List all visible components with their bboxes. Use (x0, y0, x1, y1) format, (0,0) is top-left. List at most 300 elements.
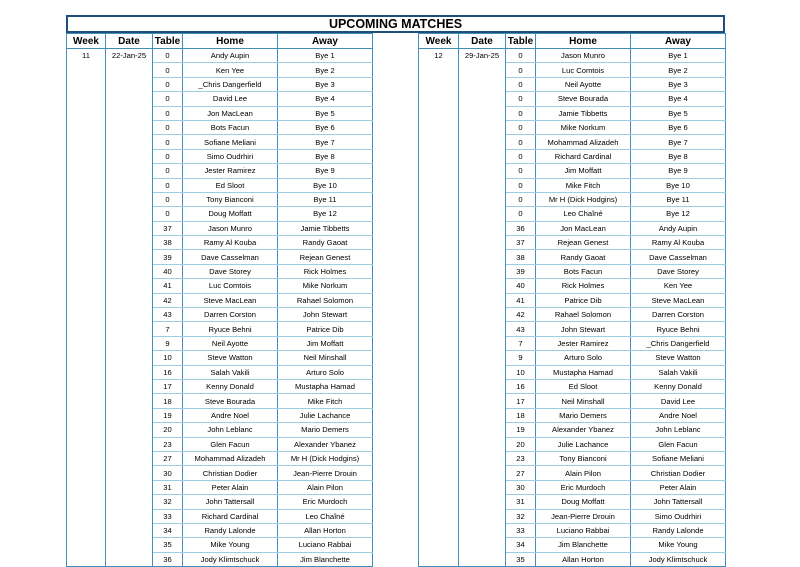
table-row (419, 92, 726, 106)
date-cell (106, 509, 153, 523)
header-row (419, 34, 726, 49)
date-cell (459, 495, 506, 509)
week-cell (67, 336, 106, 350)
table-row (67, 509, 373, 523)
date-cell (106, 92, 153, 106)
away-cell: John Stewart (278, 308, 373, 322)
date-cell (459, 451, 506, 465)
week-cell (419, 77, 459, 91)
date-cell (106, 523, 153, 537)
col-header-week: Week (67, 34, 106, 49)
table-number-cell: 0 (506, 120, 536, 134)
week-cell (67, 365, 106, 379)
away-cell: Bye 8 (631, 149, 726, 163)
away-cell: Ryuce Behni (631, 322, 726, 336)
date-cell: 29-Jan-25 (459, 49, 506, 63)
away-cell: John Tattersall (631, 495, 726, 509)
week-cell (419, 423, 459, 437)
col-header-date: Date (106, 34, 153, 49)
away-cell: Bye 5 (631, 106, 726, 120)
away-cell: Sofiane Meliani (631, 451, 726, 465)
date-cell (106, 192, 153, 206)
date-cell (459, 264, 506, 278)
table-number-cell: 18 (506, 408, 536, 422)
away-cell: Mike Norkum (278, 279, 373, 293)
week-cell (67, 322, 106, 336)
table-number-cell: 31 (506, 495, 536, 509)
away-cell: Mustapha Hamad (278, 379, 373, 393)
table-number-cell: 37 (153, 221, 183, 235)
week-cell (419, 480, 459, 494)
table-number-cell: 0 (506, 77, 536, 91)
week-cell (67, 192, 106, 206)
away-cell: Peter Alain (631, 480, 726, 494)
date-cell (106, 279, 153, 293)
table-number-cell: 41 (506, 293, 536, 307)
week-cell (67, 552, 106, 566)
away-cell: Salah Vakili (631, 365, 726, 379)
date-cell (106, 451, 153, 465)
table-row (419, 408, 726, 422)
home-cell: Mike Young (183, 538, 278, 552)
date-cell (106, 336, 153, 350)
away-cell: Bye 9 (278, 164, 373, 178)
week-cell (419, 164, 459, 178)
away-cell: Steve MacLean (631, 293, 726, 307)
date-cell (459, 77, 506, 91)
week-cell (67, 423, 106, 437)
table-number-cell: 40 (153, 264, 183, 278)
home-cell: Dave Storey (183, 264, 278, 278)
date-cell (459, 279, 506, 293)
away-cell: Bye 12 (631, 207, 726, 221)
table-row (419, 365, 726, 379)
table-row (419, 509, 726, 523)
date-cell (106, 207, 153, 221)
home-cell: Mohammad Alizadeh (536, 135, 631, 149)
week-cell (67, 293, 106, 307)
home-cell: Ed Sloot (183, 178, 278, 192)
week-cell (419, 106, 459, 120)
away-cell: Alexander Ybanez (278, 437, 373, 451)
away-cell: Leo Chaîné (278, 509, 373, 523)
table-row (67, 293, 373, 307)
away-cell: Rejean Genest (278, 250, 373, 264)
table-number-cell: 19 (153, 408, 183, 422)
away-cell: Andre Noel (631, 408, 726, 422)
away-cell: Christian Dodier (631, 466, 726, 480)
date-cell (106, 437, 153, 451)
away-cell: Julie Lachance (278, 408, 373, 422)
table-number-cell: 30 (506, 480, 536, 494)
table-row (67, 523, 373, 537)
table-row (67, 379, 373, 393)
table-row (419, 466, 726, 480)
table-row (67, 250, 373, 264)
week-cell (419, 92, 459, 106)
away-cell: Mario Demers (278, 423, 373, 437)
table-number-cell: 0 (153, 120, 183, 134)
home-cell: Luciano Rabbai (536, 523, 631, 537)
away-cell: Alain Pilon (278, 480, 373, 494)
table-row (419, 336, 726, 350)
week-cell (419, 236, 459, 250)
table-number-cell: 0 (153, 49, 183, 63)
home-cell: Richard Cardinal (183, 509, 278, 523)
week-cell (67, 351, 106, 365)
home-cell: Dave Casselman (183, 250, 278, 264)
week-cell (419, 451, 459, 465)
table-number-cell: 42 (506, 308, 536, 322)
away-cell: John Leblanc (631, 423, 726, 437)
week-cell (419, 336, 459, 350)
table-number-cell: 37 (506, 236, 536, 250)
table-number-cell: 39 (153, 250, 183, 264)
table-row (67, 480, 373, 494)
date-cell (459, 178, 506, 192)
week-cell (67, 379, 106, 393)
away-cell: Jamie Tibbetts (278, 221, 373, 235)
home-cell: Mike Fitch (536, 178, 631, 192)
week-cell (419, 264, 459, 278)
table-number-cell: 40 (506, 279, 536, 293)
table-number-cell: 16 (153, 365, 183, 379)
date-cell (459, 135, 506, 149)
week-cell (419, 394, 459, 408)
date-cell (459, 480, 506, 494)
table-number-cell: 0 (506, 149, 536, 163)
date-cell (106, 120, 153, 134)
table-row (419, 437, 726, 451)
home-cell: Jason Munro (536, 49, 631, 63)
home-cell: Steve Watton (183, 351, 278, 365)
home-cell: Jester Ramirez (183, 164, 278, 178)
date-cell (106, 293, 153, 307)
table-number-cell: 0 (506, 164, 536, 178)
table-row (67, 207, 373, 221)
table-number-cell: 0 (506, 63, 536, 77)
away-cell: Mike Fitch (278, 394, 373, 408)
date-cell (459, 106, 506, 120)
home-cell: Jon MacLean (536, 221, 631, 235)
home-cell: Jamie Tibbetts (536, 106, 631, 120)
table-row (67, 466, 373, 480)
table-number-cell: 0 (153, 192, 183, 206)
home-cell: Neil Ayotte (183, 336, 278, 350)
home-cell: Julie Lachance (536, 437, 631, 451)
date-cell (106, 221, 153, 235)
away-cell: Bye 6 (278, 120, 373, 134)
table-row (419, 423, 726, 437)
col-header-away: Away (278, 34, 373, 49)
table-number-cell: 41 (153, 279, 183, 293)
away-cell: _Chris Dangerfield (631, 336, 726, 350)
date-cell (106, 149, 153, 163)
week-cell (419, 379, 459, 393)
home-cell: Steve MacLean (183, 293, 278, 307)
date-cell (459, 509, 506, 523)
away-cell: Bye 3 (631, 77, 726, 91)
week-cell (419, 408, 459, 422)
table-row (419, 351, 726, 365)
header-row (67, 34, 373, 49)
table-row (419, 293, 726, 307)
away-cell: Patrice Dib (278, 322, 373, 336)
table-row (419, 279, 726, 293)
away-cell: Bye 11 (278, 192, 373, 206)
away-cell: Jim Blanchette (278, 552, 373, 566)
date-cell (459, 92, 506, 106)
away-cell: Bye 8 (278, 149, 373, 163)
home-cell: Tony Bianconi (536, 451, 631, 465)
week-cell (419, 192, 459, 206)
week-cell (419, 495, 459, 509)
table-number-cell: 36 (506, 221, 536, 235)
away-cell: Bye 2 (278, 63, 373, 77)
home-cell: Alain Pilon (536, 466, 631, 480)
table-number-cell: 23 (153, 437, 183, 451)
date-cell (106, 236, 153, 250)
table-row (419, 379, 726, 393)
table-row (419, 451, 726, 465)
table-number-cell: 7 (506, 336, 536, 350)
home-cell: Arturo Solo (536, 351, 631, 365)
table-number-cell: 27 (153, 451, 183, 465)
home-cell: Luc Comtois (536, 63, 631, 77)
date-cell (106, 552, 153, 566)
table-row (419, 523, 726, 537)
home-cell: Bots Facun (536, 264, 631, 278)
away-cell: Bye 1 (278, 49, 373, 63)
week-cell (67, 437, 106, 451)
home-cell: Darren Corston (183, 308, 278, 322)
week-cell (419, 178, 459, 192)
table-number-cell: 43 (506, 322, 536, 336)
date-cell (459, 351, 506, 365)
home-cell: Jon MacLean (183, 106, 278, 120)
table-row (67, 451, 373, 465)
home-cell: Neil Ayotte (536, 77, 631, 91)
away-cell: Kenny Donald (631, 379, 726, 393)
date-cell (459, 523, 506, 537)
table-number-cell: 9 (153, 336, 183, 350)
away-cell: Dave Casselman (631, 250, 726, 264)
home-cell: Luc Comtois (183, 279, 278, 293)
week-cell (67, 236, 106, 250)
home-cell: Rick Holmes (536, 279, 631, 293)
week-cell (419, 466, 459, 480)
date-cell (106, 322, 153, 336)
home-cell: Rejean Genest (536, 236, 631, 250)
table-number-cell: 35 (506, 552, 536, 566)
away-cell: Bye 9 (631, 164, 726, 178)
table-row (419, 480, 726, 494)
table-row (67, 178, 373, 192)
home-cell: Richard Cardinal (536, 149, 631, 163)
week-cell (67, 149, 106, 163)
week-cell (419, 523, 459, 537)
week-cell (67, 394, 106, 408)
date-cell (459, 250, 506, 264)
table-row (67, 423, 373, 437)
home-cell: Bots Facun (183, 120, 278, 134)
away-cell: Mr H (Dick Hodgins) (278, 451, 373, 465)
week-cell (67, 523, 106, 537)
week-cell (67, 408, 106, 422)
away-cell: Bye 7 (278, 135, 373, 149)
table-number-cell: 30 (153, 466, 183, 480)
table-row (419, 149, 726, 163)
table-row (419, 135, 726, 149)
week-cell (67, 63, 106, 77)
week-cell (67, 451, 106, 465)
table-number-cell: 7 (153, 322, 183, 336)
home-cell: Jason Munro (183, 221, 278, 235)
table-row (67, 394, 373, 408)
away-cell: Neil Minshall (278, 351, 373, 365)
home-cell: Jester Ramirez (536, 336, 631, 350)
week-cell (67, 120, 106, 134)
table-row (67, 437, 373, 451)
table-number-cell: 34 (506, 538, 536, 552)
table-number-cell: 38 (153, 236, 183, 250)
table-number-cell: 19 (506, 423, 536, 437)
week-cell (419, 279, 459, 293)
home-cell: Salah Vakili (183, 365, 278, 379)
table-number-cell: 0 (506, 49, 536, 63)
table-row (67, 149, 373, 163)
home-cell: Randy Lalonde (183, 523, 278, 537)
away-cell: Bye 5 (278, 106, 373, 120)
home-cell: Mohammad Alizadeh (183, 451, 278, 465)
table-number-cell: 33 (153, 509, 183, 523)
table-number-cell: 0 (153, 106, 183, 120)
home-cell: Eric Murdoch (536, 480, 631, 494)
away-cell: Rahael Solomon (278, 293, 373, 307)
home-cell: Mr H (Dick Hodgins) (536, 192, 631, 206)
date-cell (106, 365, 153, 379)
home-cell: Mike Norkum (536, 120, 631, 134)
table-number-cell: 0 (153, 207, 183, 221)
col-header-table: Table (506, 34, 536, 49)
table-row (67, 77, 373, 91)
table-row (419, 207, 726, 221)
week-cell (67, 480, 106, 494)
date-cell (459, 408, 506, 422)
table-row (67, 351, 373, 365)
date-cell (106, 423, 153, 437)
table-row (67, 106, 373, 120)
table-number-cell: 0 (506, 135, 536, 149)
table-row (67, 192, 373, 206)
table-number-cell: 39 (506, 264, 536, 278)
table-number-cell: 20 (153, 423, 183, 437)
home-cell: Alexander Ybanez (536, 423, 631, 437)
away-cell: Andy Aupin (631, 221, 726, 235)
table-number-cell: 35 (153, 538, 183, 552)
home-cell: Doug Moffatt (183, 207, 278, 221)
home-cell: Tony Bianconi (183, 192, 278, 206)
date-cell (459, 365, 506, 379)
week-cell (67, 164, 106, 178)
table-row (419, 120, 726, 134)
home-cell: Simo Oudrhiri (183, 149, 278, 163)
home-cell: Rahael Solomon (536, 308, 631, 322)
table-number-cell: 27 (506, 466, 536, 480)
date-cell (459, 394, 506, 408)
date-cell (459, 221, 506, 235)
home-cell: Ramy Al Kouba (183, 236, 278, 250)
week-cell (419, 120, 459, 134)
home-cell: John Tattersall (183, 495, 278, 509)
away-cell: Jean-Pierre Drouin (278, 466, 373, 480)
away-cell: Randy Lalonde (631, 523, 726, 537)
week-cell (419, 538, 459, 552)
home-cell: Neil Minshall (536, 394, 631, 408)
date-cell (459, 322, 506, 336)
date-cell (459, 423, 506, 437)
week-cell (419, 308, 459, 322)
date-cell (106, 77, 153, 91)
table-row (419, 221, 726, 235)
table-row (67, 336, 373, 350)
away-cell: Simo Oudrhiri (631, 509, 726, 523)
week-11-rows (67, 49, 373, 567)
week-cell (419, 293, 459, 307)
table-row (67, 135, 373, 149)
table-row (419, 552, 726, 566)
date-cell (106, 480, 153, 494)
home-cell: Jim Blanchette (536, 538, 631, 552)
week-cell (67, 135, 106, 149)
table-number-cell: 17 (153, 379, 183, 393)
away-cell: Dave Storey (631, 264, 726, 278)
table-row (419, 178, 726, 192)
home-cell: Sofiane Meliani (183, 135, 278, 149)
away-cell: Allan Horton (278, 523, 373, 537)
week-cell (67, 308, 106, 322)
away-cell: Glen Facun (631, 437, 726, 451)
table-number-cell: 10 (506, 365, 536, 379)
away-cell: Randy Gaoat (278, 236, 373, 250)
date-cell (106, 264, 153, 278)
table-row (67, 63, 373, 77)
week-cell (67, 264, 106, 278)
date-cell (459, 552, 506, 566)
table-number-cell: 9 (506, 351, 536, 365)
col-header-home: Home (536, 34, 631, 49)
week-cell (419, 351, 459, 365)
date-cell (459, 120, 506, 134)
home-cell: Andy Aupin (183, 49, 278, 63)
week-cell: 11 (67, 49, 106, 63)
date-cell (106, 164, 153, 178)
away-cell: Bye 1 (631, 49, 726, 63)
table-row (67, 92, 373, 106)
table-number-cell: 0 (506, 178, 536, 192)
table-row (419, 236, 726, 250)
table-row (419, 77, 726, 91)
date-cell (459, 538, 506, 552)
table-number-cell: 34 (153, 523, 183, 537)
week-cell (419, 63, 459, 77)
home-cell: Peter Alain (183, 480, 278, 494)
table-number-cell: 18 (153, 394, 183, 408)
date-cell (459, 293, 506, 307)
week-12-rows (419, 49, 726, 567)
home-cell: Kenny Donald (183, 379, 278, 393)
table-number-cell: 0 (153, 164, 183, 178)
